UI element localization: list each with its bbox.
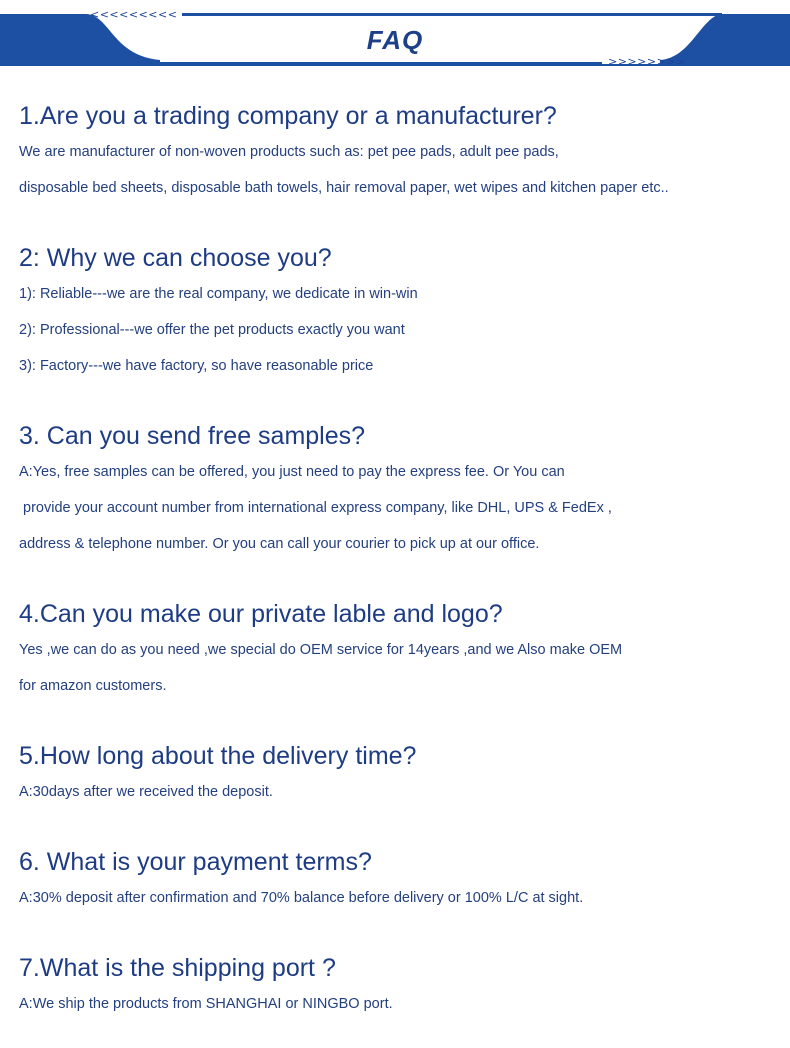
faq-item-5 bbox=[19, 738, 774, 810]
decorative-right-arrows: >>>>>>>> bbox=[608, 55, 686, 68]
faq-answer-line: A:We ship the products from SHANGHAI or NINGBO port. bbox=[19, 996, 393, 1012]
faq-item-6 bbox=[19, 844, 774, 916]
faq-item-3 bbox=[19, 418, 774, 562]
faq-question: 1.Are you a trading company or a manufacturer? bbox=[19, 102, 557, 130]
page-title: FAQ bbox=[366, 25, 424, 55]
faq-question: 4.Can you make our private lable and logo? bbox=[19, 600, 503, 628]
faq-answer-line: 1): Reliable---we are the real company, we dedicate in win-win bbox=[19, 286, 418, 302]
decorative-left-arrows: <<<<<<<<< bbox=[90, 8, 178, 21]
faq-answer-line: for amazon customers. bbox=[19, 678, 167, 694]
faq-question: 7.What is the shipping port ? bbox=[19, 954, 336, 982]
faq-answer-line: disposable bed sheets, disposable bath towels, hair removal paper, wet wipes and kitchen paper etc.. bbox=[19, 180, 669, 196]
faq-question: 5.How long about the delivery time? bbox=[19, 742, 417, 770]
faq-answer-line: 2): Professional---we offer the pet products exactly you want bbox=[19, 322, 405, 338]
faq-item-4 bbox=[19, 596, 774, 704]
faq-answer-line: 3): Factory---we have factory, so have reasonable price bbox=[19, 358, 374, 374]
faq-answer-line: A:30days after we received the deposit. bbox=[19, 784, 273, 800]
faq-item-7 bbox=[19, 950, 774, 1022]
faq-header-banner bbox=[0, 0, 790, 72]
faq-list bbox=[19, 98, 774, 1022]
faq-question: 2: Why we can choose you? bbox=[19, 244, 332, 272]
faq-answer-line: address & telephone number. Or you can call your courier to pick up at our office. bbox=[19, 536, 540, 552]
faq-question: 6. What is your payment terms? bbox=[19, 848, 372, 876]
faq-item-2 bbox=[19, 240, 774, 384]
faq-answer-line: Yes ,we can do as you need ,we special do OEM service for 14years ,and we Also make OEM bbox=[19, 642, 623, 658]
faq-answer-line: provide your account number from international express company, like DHL, UPS & FedEx , bbox=[19, 500, 612, 516]
faq-item-1 bbox=[19, 98, 774, 206]
faq-question: 3. Can you send free samples? bbox=[19, 422, 366, 450]
faq-answer-line: A:Yes, free samples can be offered, you just need to pay the express fee. Or You can bbox=[19, 464, 565, 480]
faq-answer-line: A:30% deposit after confirmation and 70% balance before delivery or 100% L/C at sight. bbox=[19, 890, 584, 906]
faq-answer-line: We are manufacturer of non-woven products such as: pet pee pads, adult pee pads, bbox=[19, 144, 559, 160]
